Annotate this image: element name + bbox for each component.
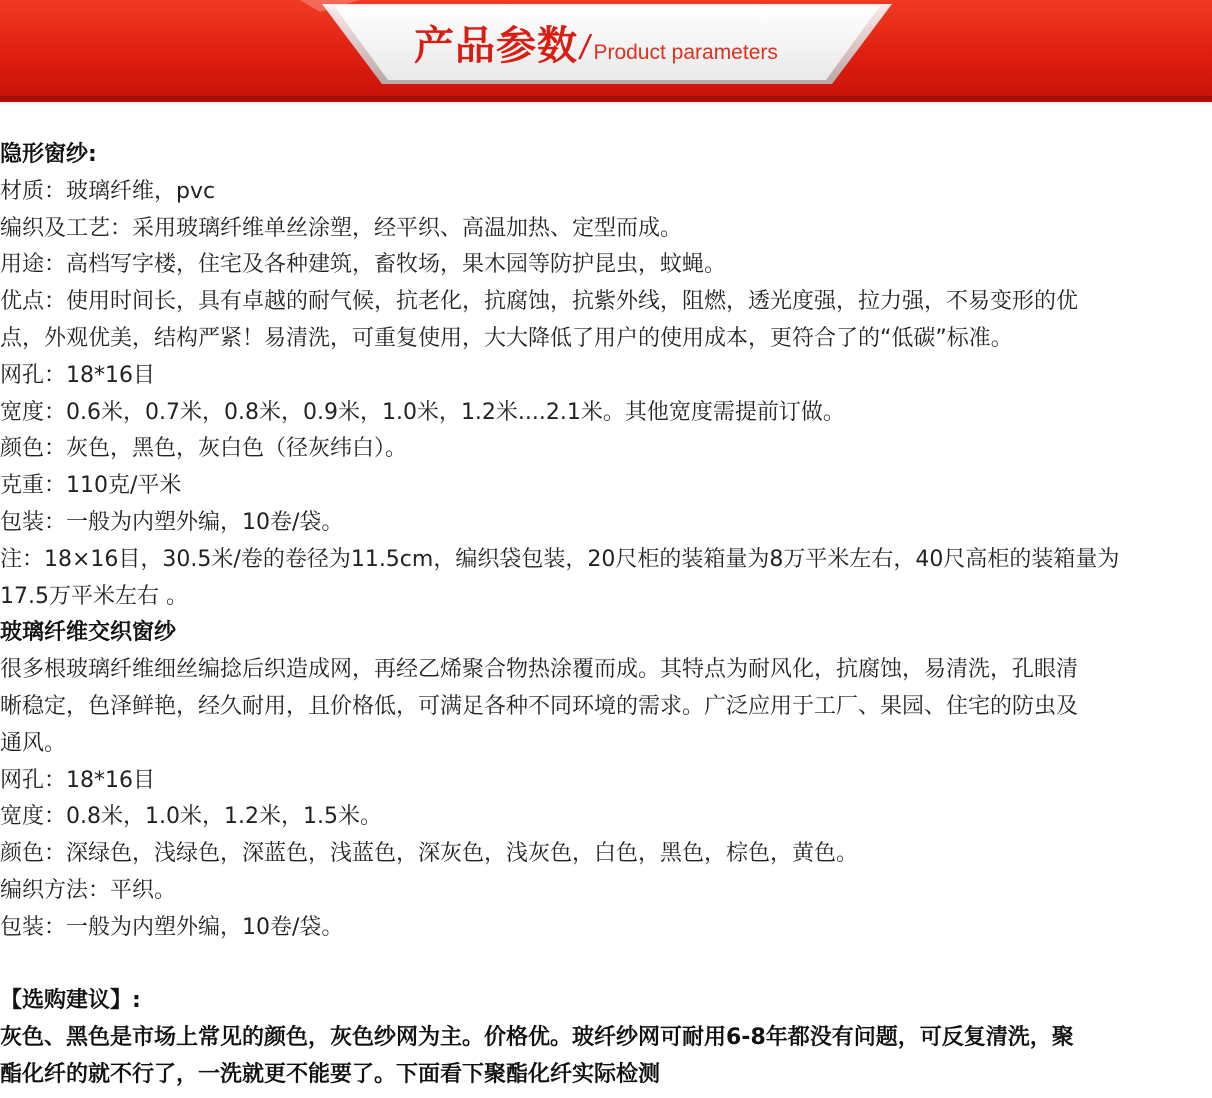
- spec-width-2: 宽度：0.8米，1.0米，1.2米，1.5米。: [0, 804, 382, 830]
- spec-weight: 克重：110克/平米: [0, 473, 182, 499]
- spec-advantages-line-1: 优点：使用时间长，具有卓越的耐气候，抗老化，抗腐蚀，抗紫外线，阻燃，透光度强，拉力强，不易变形的优: [0, 289, 1079, 315]
- spec-usage: 用途：高档写字楼，住宅及各种建筑，畜牧场，果木园等防护昆虫，蚊蝇。: [0, 252, 727, 278]
- banner-shadow: [0, 96, 1212, 106]
- product-parameters-content: [0, 137, 1212, 1094]
- spec-color-2: 颜色：深绿色，浅绿色，深蓝色，浅蓝色，深灰色，浅灰色，白色，黑色，棕色，黄色。: [0, 841, 859, 867]
- description-line-2: 晰稳定，色泽鲜艳，经久耐用，且价格低，可满足各种不同环境的需求。广泛应用于工厂、果园、住宅的防虫及: [0, 693, 1079, 719]
- description-line-1: 很多根玻璃纤维细丝编捻后织造成网，再经乙烯聚合物热涂覆而成。其特点为耐风化，抗腐蚀，易清洗，孔眼清: [0, 657, 1079, 683]
- header-banner: [0, 0, 1212, 102]
- spec-color: 颜色：灰色，黑色，灰白色（径灰纬白）。: [0, 436, 408, 462]
- spec-packaging: 包装：一般为内塑外编，10卷/袋。: [0, 509, 344, 535]
- spec-packaging-2: 包装：一般为内塑外编，10卷/袋。: [0, 914, 344, 940]
- banner-title-chinese: 产品参数: [414, 23, 578, 69]
- spec-material: 材质：玻璃纤维，pvc: [0, 178, 216, 204]
- spec-mesh-2: 网孔：18*16目: [0, 767, 155, 793]
- spec-weaving-process: 编织及工艺：采用玻璃纤维单丝涂塑，经平织、高温加热、定型而成。: [0, 215, 683, 241]
- spec-advantages-line-2: 点，外观优美，结构严紧！易清洗，可重复使用，大大降低了用户的使用成本，更符合了的“低碳”标准。: [0, 325, 1013, 351]
- section-heading-invisible-screen: 隐形窗纱:: [0, 142, 97, 167]
- section-heading-fiberglass-screen: 玻璃纤维交织窗纱: [0, 620, 177, 646]
- purchase-advice-line-2: 酯化纤的就不行了，一洗就更不能要了。下面看下聚酯化纤实际检测: [0, 1061, 661, 1087]
- spec-width: 宽度：0.6米，0.7米，0.8米，0.9米，1.0米，1.2米....2.1米。其他宽度需提前订做。: [0, 399, 845, 425]
- description-line-3: 通风。: [0, 730, 67, 756]
- spacer: [0, 947, 1212, 984]
- purchase-advice-heading: 【选购建议】:: [0, 988, 141, 1014]
- banner-title-slash: /: [580, 29, 590, 67]
- spec-note-line-1: 注：18×16目，30.5米/卷的卷径为11.5cm，编织袋包装，20尺柜的装箱量为8万平米左右，40尺高柜的装箱量为: [0, 546, 1120, 572]
- spec-note-line-2: 17.5万平米左右 。: [0, 583, 188, 609]
- banner-title-english: Product parameters: [593, 41, 778, 64]
- banner-title: [414, 18, 778, 70]
- spec-weave-method: 编织方法：平织。: [0, 877, 177, 903]
- spec-mesh: 网孔：18*16目: [0, 362, 155, 388]
- purchase-advice-line-1: 灰色、黑色是市场上常见的颜色，灰色纱网为主。价格优。玻纤纱网可耐用6-8年都没有问题，可反复清洗，聚: [0, 1025, 1074, 1051]
